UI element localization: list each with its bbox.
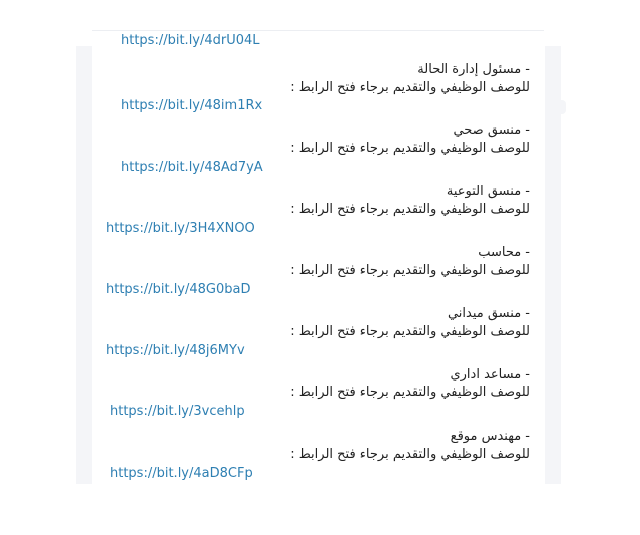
- right-panel-notch: [559, 100, 566, 114]
- job-title-awareness-coordinator: - منسق التوعية: [446, 184, 530, 199]
- job-link-case-management[interactable]: https://bit.ly/48im1Rx: [121, 98, 263, 113]
- job-link-admin-assistant[interactable]: https://bit.ly/3vcehlp: [110, 404, 245, 419]
- job-title-health-coordinator: - منسق صحي: [453, 123, 530, 138]
- job-link-field-coordinator[interactable]: https://bit.ly/48j6MYv: [106, 343, 245, 358]
- cut-off-link[interactable]: https://bit.ly/4drU04L: [121, 33, 260, 48]
- job-description: للوصف الوظيفي والتقديم برجاء فتح الرابط :: [290, 385, 530, 400]
- left-panel-edge: [76, 46, 92, 484]
- job-description: للوصف الوظيفي والتقديم برجاء فتح الرابط :: [290, 202, 530, 217]
- job-title-case-management: - مسئول إدارة الحالة: [417, 62, 530, 77]
- job-link-site-engineer[interactable]: https://bit.ly/4aD8CFp: [110, 466, 253, 481]
- job-description: للوصف الوظيفي والتقديم برجاء فتح الرابط :: [290, 141, 530, 156]
- job-description: للوصف الوظيفي والتقديم برجاء فتح الرابط :: [290, 80, 530, 95]
- job-description: للوصف الوظيفي والتقديم برجاء فتح الرابط :: [290, 263, 530, 278]
- job-title-field-coordinator: - منسق ميداني: [447, 306, 530, 321]
- job-link-health-coordinator[interactable]: https://bit.ly/48Ad7yA: [121, 160, 263, 175]
- job-link-accountant[interactable]: https://bit.ly/48G0baD: [106, 282, 251, 297]
- job-title-site-engineer: - مهندس موقع: [450, 429, 530, 444]
- message-card: [92, 30, 544, 485]
- job-title-accountant: - محاسب: [478, 245, 530, 260]
- job-link-awareness-coordinator[interactable]: https://bit.ly/3H4XNOO: [106, 221, 255, 236]
- job-description: للوصف الوظيفي والتقديم برجاء فتح الرابط :: [290, 447, 530, 462]
- job-description: للوصف الوظيفي والتقديم برجاء فتح الرابط :: [290, 324, 530, 339]
- job-title-admin-assistant: - مساعد اداري: [450, 367, 530, 382]
